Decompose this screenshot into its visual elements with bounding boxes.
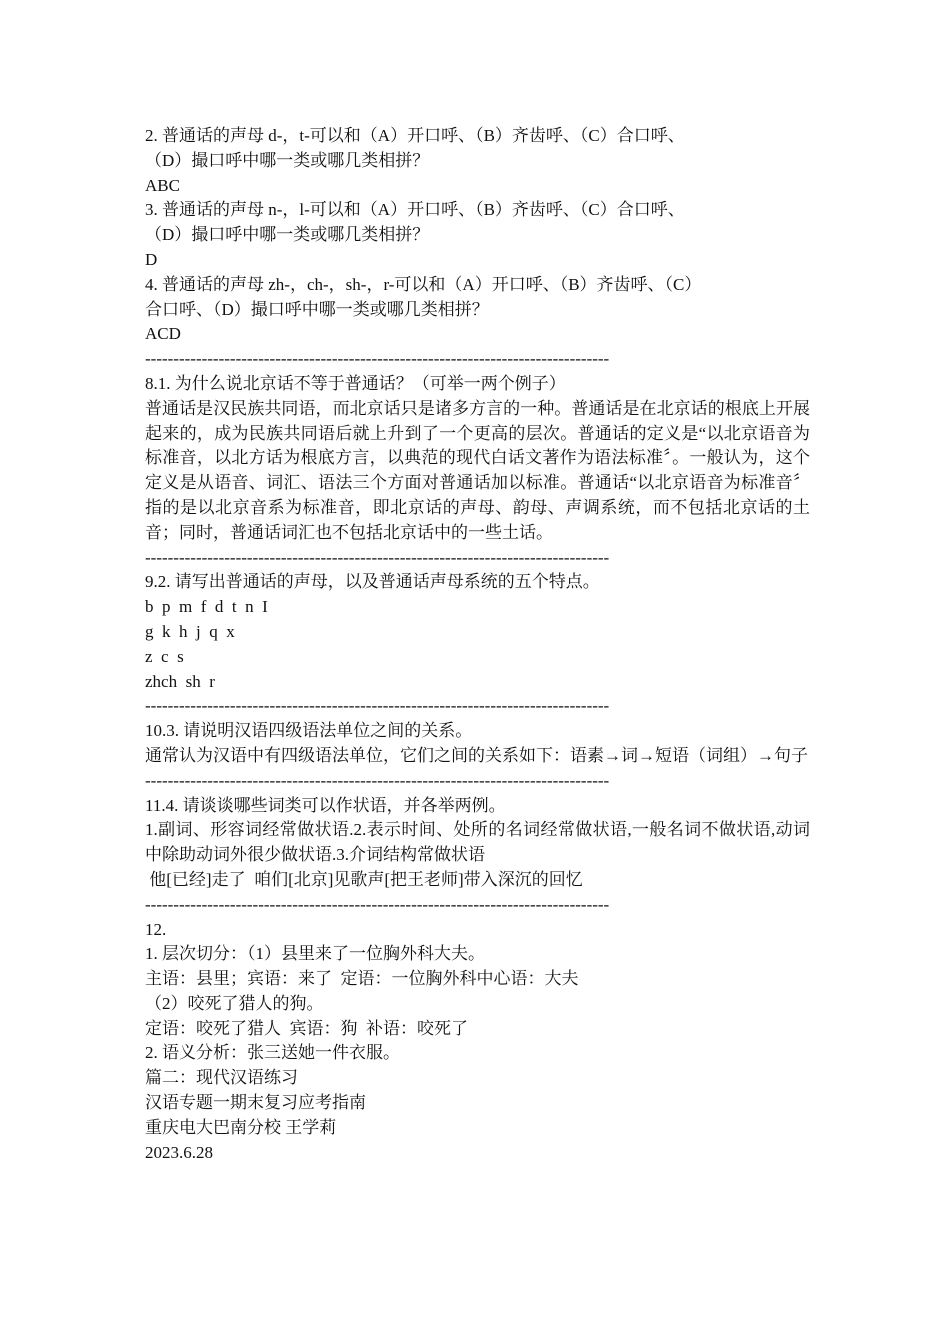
answer-line: ACD (145, 324, 181, 344)
answer-paragraph: 通常认为汉语中有四级语法单位，它们之间的关系如下：语素→词→短语（词组）→句子 (145, 745, 808, 765)
text-line: （D）撮口呼中哪一类或哪几类相拼？ (145, 150, 430, 170)
separator-line: ---------------------------------------------------------------------------------- (145, 696, 610, 716)
question-line: 9.2. 请写出普通话的声母，以及普通话声母系统的五个特点。 (145, 572, 600, 592)
document-title: 汉语专题一期末复习应考指南 (145, 1093, 366, 1113)
text-line: （D）撮口呼中哪一类或哪几类相拼？ (145, 225, 430, 245)
separator-line: ---------------------------------------------------------------------------------- (145, 547, 610, 567)
text-line: 合口呼、（D）撮口呼中哪一类或哪几类相拼？ (145, 299, 489, 319)
document-body (145, 124, 810, 1165)
text-line: 2. 语义分析：张三送她一件衣服。 (145, 1043, 400, 1063)
separator-line: ---------------------------------------------------------------------------------- (145, 349, 610, 369)
question-line: 10.3. 请说明汉语四级语法单位之间的关系。 (145, 721, 473, 741)
text-line: 主语：县里；宾语：来了 定语：一位胸外科中心语：大夫 (145, 969, 579, 989)
separator-line: ---------------------------------------------------------------------------------- (145, 770, 610, 790)
initials-line: z c s (145, 646, 184, 666)
example-line: 他[已经]走了 咱们[北京]见歌声[把王老师]带入深沉的回忆 (145, 869, 583, 889)
question-line: 8.1. 为什么说北京话不等于普通话？（可举一两个例子） (145, 373, 566, 393)
question-number: 12. (145, 919, 167, 939)
text-line: 2. 普通话的声母 d-，t-可以和（A）开口呼、（B）齐齿呼、（C）合口呼、 (145, 126, 685, 145)
initials-line: b p m f d t n I (145, 597, 268, 617)
answer-paragraph: 普通话是汉民族共同语，而北京话只是诸多方言的一种。普通话是在北京话的根底上开展起来的，成为民族共同语后就上升到了一个更高的层次。普通话的定义是“以北京语音为标准音，以北方话为根底方言，以典范的现代白话文著作为语法标准〞。一般认为，这个定义是从语音、词汇、语法三个方面对普通话加以标准。普通话“以北京语音为标准音〞指的是以北京音系为标准音，即北京话的声母、韵母、声调系统，而不包括北京话的土音；同时，普通话词汇也不包括北京话中的一些土话。 (145, 398, 810, 542)
text-line: 1. 层次切分：（1）县里来了一位胸外科大夫。 (145, 944, 485, 964)
text-line: 4. 普通话的声母 zh-，ch-，sh-，r-可以和（A）开口呼、（B）齐齿呼、（C） (145, 274, 702, 294)
answer-paragraph: 1.副词、形容词经常做状语.2.表示时间、处所的名词经常做状语,一般名词不做状语,动词中除助动词外很少做状语.3.介词结构常做状语 (145, 820, 810, 865)
question-line: 11.4. 请谈谈哪些词类可以作状语，并各举两例。 (145, 795, 506, 815)
date-line: 2023.6.28 (145, 1142, 213, 1162)
initials-line: g k h j q x (145, 621, 235, 641)
text-line: （2）咬死了猎人的狗。 (145, 993, 324, 1013)
answer-line: D (145, 249, 158, 269)
section-heading: 篇二：现代汉语练习 (145, 1068, 298, 1088)
text-line: 3. 普通话的声母 n-，l-可以和（A）开口呼、（B）齐齿呼、（C）合口呼、 (145, 200, 685, 220)
initials-line: zhch sh r (145, 671, 215, 691)
answer-line: ABC (145, 175, 180, 195)
separator-line: ---------------------------------------------------------------------------------- (145, 894, 610, 914)
author-line: 重庆电大巴南分校 王学莉 (145, 1117, 337, 1137)
text-line: 定语：咬死了猎人 宾语：狗 补语：咬死了 (145, 1018, 468, 1038)
